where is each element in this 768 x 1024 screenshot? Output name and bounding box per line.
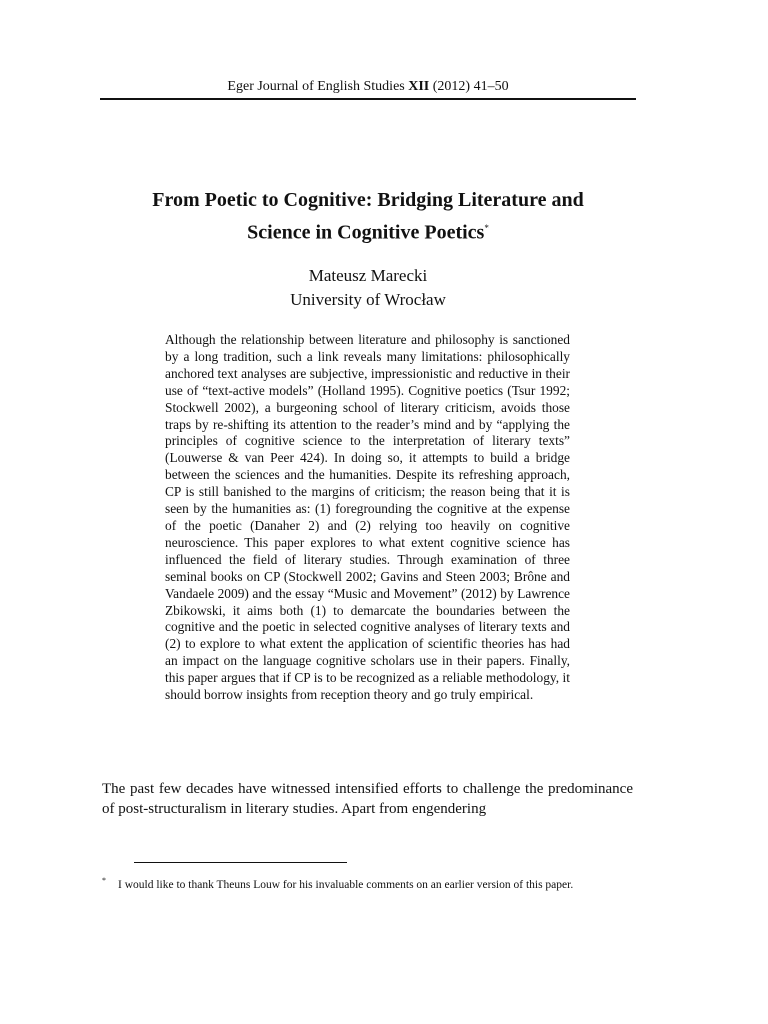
running-header [100,78,636,96]
paper-title [80,186,656,247]
body-paragraph: The past few decades have witnessed intensified efforts to challenge the predominance of post-structuralism in literary studies. Apart from engendering [102,781,633,817]
footnote-mark: * [102,876,106,885]
footnote-text: I would like to thank Theuns Louw for his invaluable comments on an earlier version of this paper. [118,878,574,891]
author-block [100,264,636,312]
title-line-2-text: Science in Cognitive Poetics [247,221,485,244]
abstract: Although the relationship between literature and philosophy is sanctioned by a long tradition, such a link reveals many limitations: philosophically anchored text analyses are subjective, impressionistic and reductive in their use of “text-active models” (Holland 1995). Cognitive poetics (Tsur 1992; Stockwell 2002), a burgeoning school of literary criticism, avoids those traps by re-shifting its attention to the reader’s mind and by “applying the principles of cognitive science to the interpretation of literary texts” (Louwerse & van Peer 424). In doing so, it attempts to build a bridge between the sciences and the humanities. Despite its refreshing approach, CP is still banished to the margins of criticism; the reason being that it is seen by the humanities as: (1) foregrounding the cognitive at the expense of the poetic (Danaher 2) and (2) relying too heavily on cognitive neuroscience. This paper explores to what extent cognitive science has influenced the field of literary studies. Through examination of three seminal books on CP (Stockwell 2002; Gavins and Steen 2003; Brône and Vandaele 2009) and the essay “Music and Movement” (2012) by Lawrence Zbikowski, it aims both (1) to demarcate the boundaries between the cognitive and the poetic in selected cognitive analyses of literary texts and (2) to explore to what extent the application of scientific theories has had an impact on the language cognitive scholars use in their papers. Finally, this paper argues that if CP is to be recognized as a reliable methodology, it should borrow insights from reception theory and go truly empirical. [165,332,570,703]
header-rule [100,98,636,100]
journal-pages: (2012) 41–50 [432,79,509,94]
author-affiliation: University of Wrocław [290,290,446,309]
footnote [102,872,633,894]
title-line-1: From Poetic to Cognitive: Bridging Literature and [152,189,584,211]
journal-volume: XII [408,79,430,94]
journal-name: Eger Journal of English Studies [227,79,405,94]
title-footnote-mark: * [484,223,489,233]
author-name: Mateusz Marecki [308,266,428,285]
footnote-rule [134,862,347,863]
title-line-2 [80,214,656,247]
